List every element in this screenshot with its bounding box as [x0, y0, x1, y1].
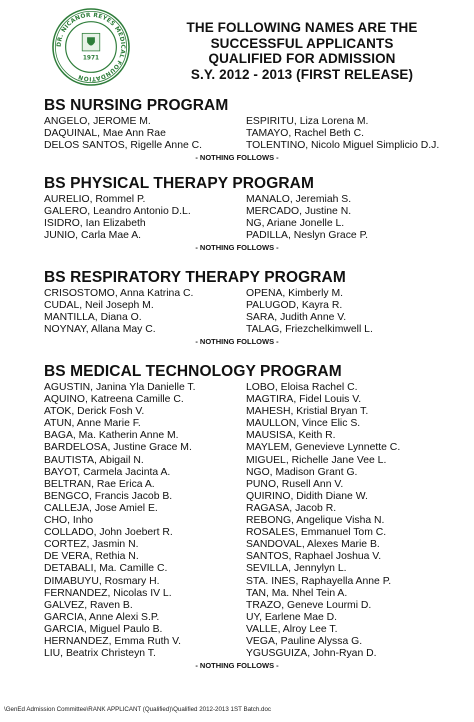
applicant-name: UY, Earlene Mae D. [246, 611, 338, 623]
applicant-list [44, 288, 464, 336]
title-line: THE FOLLOWING NAMES ARE THE [186, 20, 418, 35]
applicant-name: LIU, Beatrix Christeyn T. [44, 648, 156, 660]
announcement-title [130, 20, 474, 82]
applicant-name: ISIDRO, Ian Elizabeth [44, 218, 146, 230]
applicant-name: ROSALES, Emmanuel Tom C. [246, 527, 387, 539]
applicant-name: FERNANDEZ, Nicolas IV L. [44, 587, 172, 599]
program-section [44, 97, 464, 163]
program-section [44, 363, 464, 671]
applicant-name: MAGTIRA, Fidel Louis V. [246, 394, 362, 406]
nothing-follows-note: - NOTHING FOLLOWS - [195, 337, 279, 347]
applicant-name: VALLE, Alroy Lee T. [246, 623, 338, 635]
applicant-name: MAHESH, Kristial Bryan T. [246, 406, 369, 418]
applicant-name: BARDELOSA, Justine Grace M. [44, 442, 192, 454]
applicant-name: GARCIA, Anne Alexi S.P. [44, 611, 160, 623]
program-section [44, 175, 464, 253]
title-line: QUALIFIED FOR ADMISSION [208, 51, 396, 66]
applicant-name: ESPIRITU, Liza Lorena M. [246, 116, 369, 127]
applicant-name: MANTILLA, Diana O. [44, 312, 142, 324]
applicant-name: GALERO, Leandro Antonio D.L. [44, 206, 191, 218]
applicant-name: NOYNAY, Allana May C. [44, 324, 156, 336]
applicant-name: PADILLA, Neslyn Grace P. [246, 230, 369, 242]
applicant-name: MAYLEM, Genevieve Lynnette C. [246, 442, 401, 454]
applicant-name: BELTRAN, Rae Erica A. [44, 478, 155, 490]
applicant-list [44, 194, 464, 242]
applicant-name: CRISOSTOMO, Anna Katrina C. [44, 288, 194, 299]
applicant-name: BAYOT, Carmela Jacinta A. [44, 466, 171, 478]
applicant-name: DIMABUYU, Rosmary H. [44, 575, 160, 587]
applicant-name: ATUN, Anne Marie F. [44, 418, 141, 430]
applicant-name: RAGASA, Jacob R. [246, 502, 337, 514]
applicant-name: MERCADO, Justine N. [246, 206, 352, 218]
applicant-name: HERNANDEZ, Emma Ruth V. [44, 635, 182, 647]
nothing-follows-note: - NOTHING FOLLOWS - [195, 153, 279, 163]
applicant-name: LOBO, Eloisa Rachel C. [246, 382, 358, 393]
applicant-name: SANTOS, Raphael Joshua V. [246, 551, 382, 563]
nothing-follows-note: - NOTHING FOLLOWS - [195, 661, 279, 671]
applicant-name: ANGELO, JEROME M. [44, 116, 151, 127]
seal-ring-text: DR. NICANOR REYES MEDICAL FOUNDATION [56, 12, 126, 82]
applicant-name: MANALO, Jeremiah S. [246, 194, 352, 205]
applicant-name: ATOK, Derick Fosh V. [44, 406, 145, 418]
title-line: S.Y. 2012 - 2013 (FIRST RELEASE) [190, 66, 414, 82]
applicant-name: SANDOVAL, Alexes Marie B. [246, 539, 380, 551]
applicant-list [44, 116, 464, 152]
title-line: SUCCESSFUL APPLICANTS [210, 35, 394, 51]
applicant-name: NG, Ariane Jonelle L. [246, 218, 345, 230]
applicant-name: SARA, Judith Anne V. [246, 312, 347, 324]
applicant-name: CORTEZ, Jasmin N. [44, 539, 139, 551]
program-title: BS PHYSICAL THERAPY PROGRAM [44, 175, 314, 192]
applicant-name: GALVEZ, Raven B. [44, 599, 133, 611]
applicant-name: CHO, Inho [44, 515, 94, 527]
applicant-name: CUDAL, Neil Joseph M. [44, 300, 154, 312]
applicant-name: COLLADO, John Joebert R. [44, 527, 173, 539]
applicant-name: TAMAYO, Rachel Beth C. [246, 128, 364, 140]
applicant-name: MIGUEL, Richelle Jane Vee L. [246, 454, 387, 466]
document-header [0, 0, 474, 92]
applicant-name: BENGCO, Francis Jacob B. [44, 490, 173, 502]
nothing-follows-note: - NOTHING FOLLOWS - [195, 243, 279, 253]
applicant-list [44, 382, 464, 660]
applicant-name: MAUSISA, Keith R. [246, 430, 336, 442]
program-section [44, 269, 464, 347]
applicant-name: SEVILLA, Jennylyn L. [246, 563, 347, 575]
applicant-name: PALUGOD, Kayra R. [246, 300, 343, 312]
applicant-name: PUNO, Rusell Ann V. [246, 478, 344, 490]
applicant-name: REBONG, Angelique Visha N. [246, 515, 385, 527]
applicant-name: GARCIA, Miguel Paulo B. [44, 623, 163, 635]
applicant-name: TALAG, Friezchelkimwell L. [246, 324, 373, 336]
applicant-name: DELOS SANTOS, Rigelle Anne C. [44, 140, 203, 152]
applicant-name: MAULLON, Vince Elic S. [246, 418, 361, 430]
seal-year: 1971 [82, 55, 100, 62]
applicant-name: TAN, Ma. Nhel Tein A. [246, 587, 348, 599]
applicant-name: AURELIO, Rommel P. [44, 194, 146, 205]
program-title: BS NURSING PROGRAM [44, 97, 229, 114]
applicant-name: CALLEJA, Jose Amiel E. [44, 502, 158, 514]
applicant-name: OPEÑA, Kimberly M. [246, 288, 343, 299]
applicant-name: TOLENTINO, Nicolo Miguel Simplicio D.J. [246, 140, 440, 152]
applicant-name: TRAZO, Geneve Lourmi D. [246, 599, 372, 611]
applicant-name: DE VERA, Rethia N. [44, 551, 139, 563]
applicant-name: NGO, Madison Grant G. [246, 466, 358, 478]
applicant-name: DETABALI, Ma. Camille C. [44, 563, 168, 575]
program-title: BS RESPIRATORY THERAPY PROGRAM [44, 269, 346, 286]
applicant-name: BAGA, Ma. Katherin Anne M. [44, 430, 179, 442]
file-path-footer: \GenEd Admission Committee\RANK APPLICANT (Qualified)\Qualified 2012-2013 1ST Batch.doc [4, 706, 271, 713]
applicant-name: STA. INES, Raphayella Anne P. [246, 575, 392, 587]
applicant-name: JUNIO, Carla Mae A. [44, 230, 142, 242]
applicant-name: QUIRINO, Didith Diane W. [246, 490, 368, 502]
applicant-name: VEGA, Pauline Alyssa G. [246, 635, 363, 647]
applicant-name: YGUSGUIZA, John-Ryan D. [246, 648, 377, 660]
program-title: BS MEDICAL TECHNOLOGY PROGRAM [44, 363, 342, 380]
applicant-name: BAUTISTA, Abigail N. [44, 454, 144, 466]
applicant-name: AQUINO, Katreena Camille C. [44, 394, 184, 406]
applicant-name: DAQUINAL, Mae Ann Rae [44, 128, 166, 140]
applicant-name: AGUSTIN, Janina Yla Danielle T. [44, 382, 196, 393]
foundation-seal-logo [52, 8, 130, 86]
